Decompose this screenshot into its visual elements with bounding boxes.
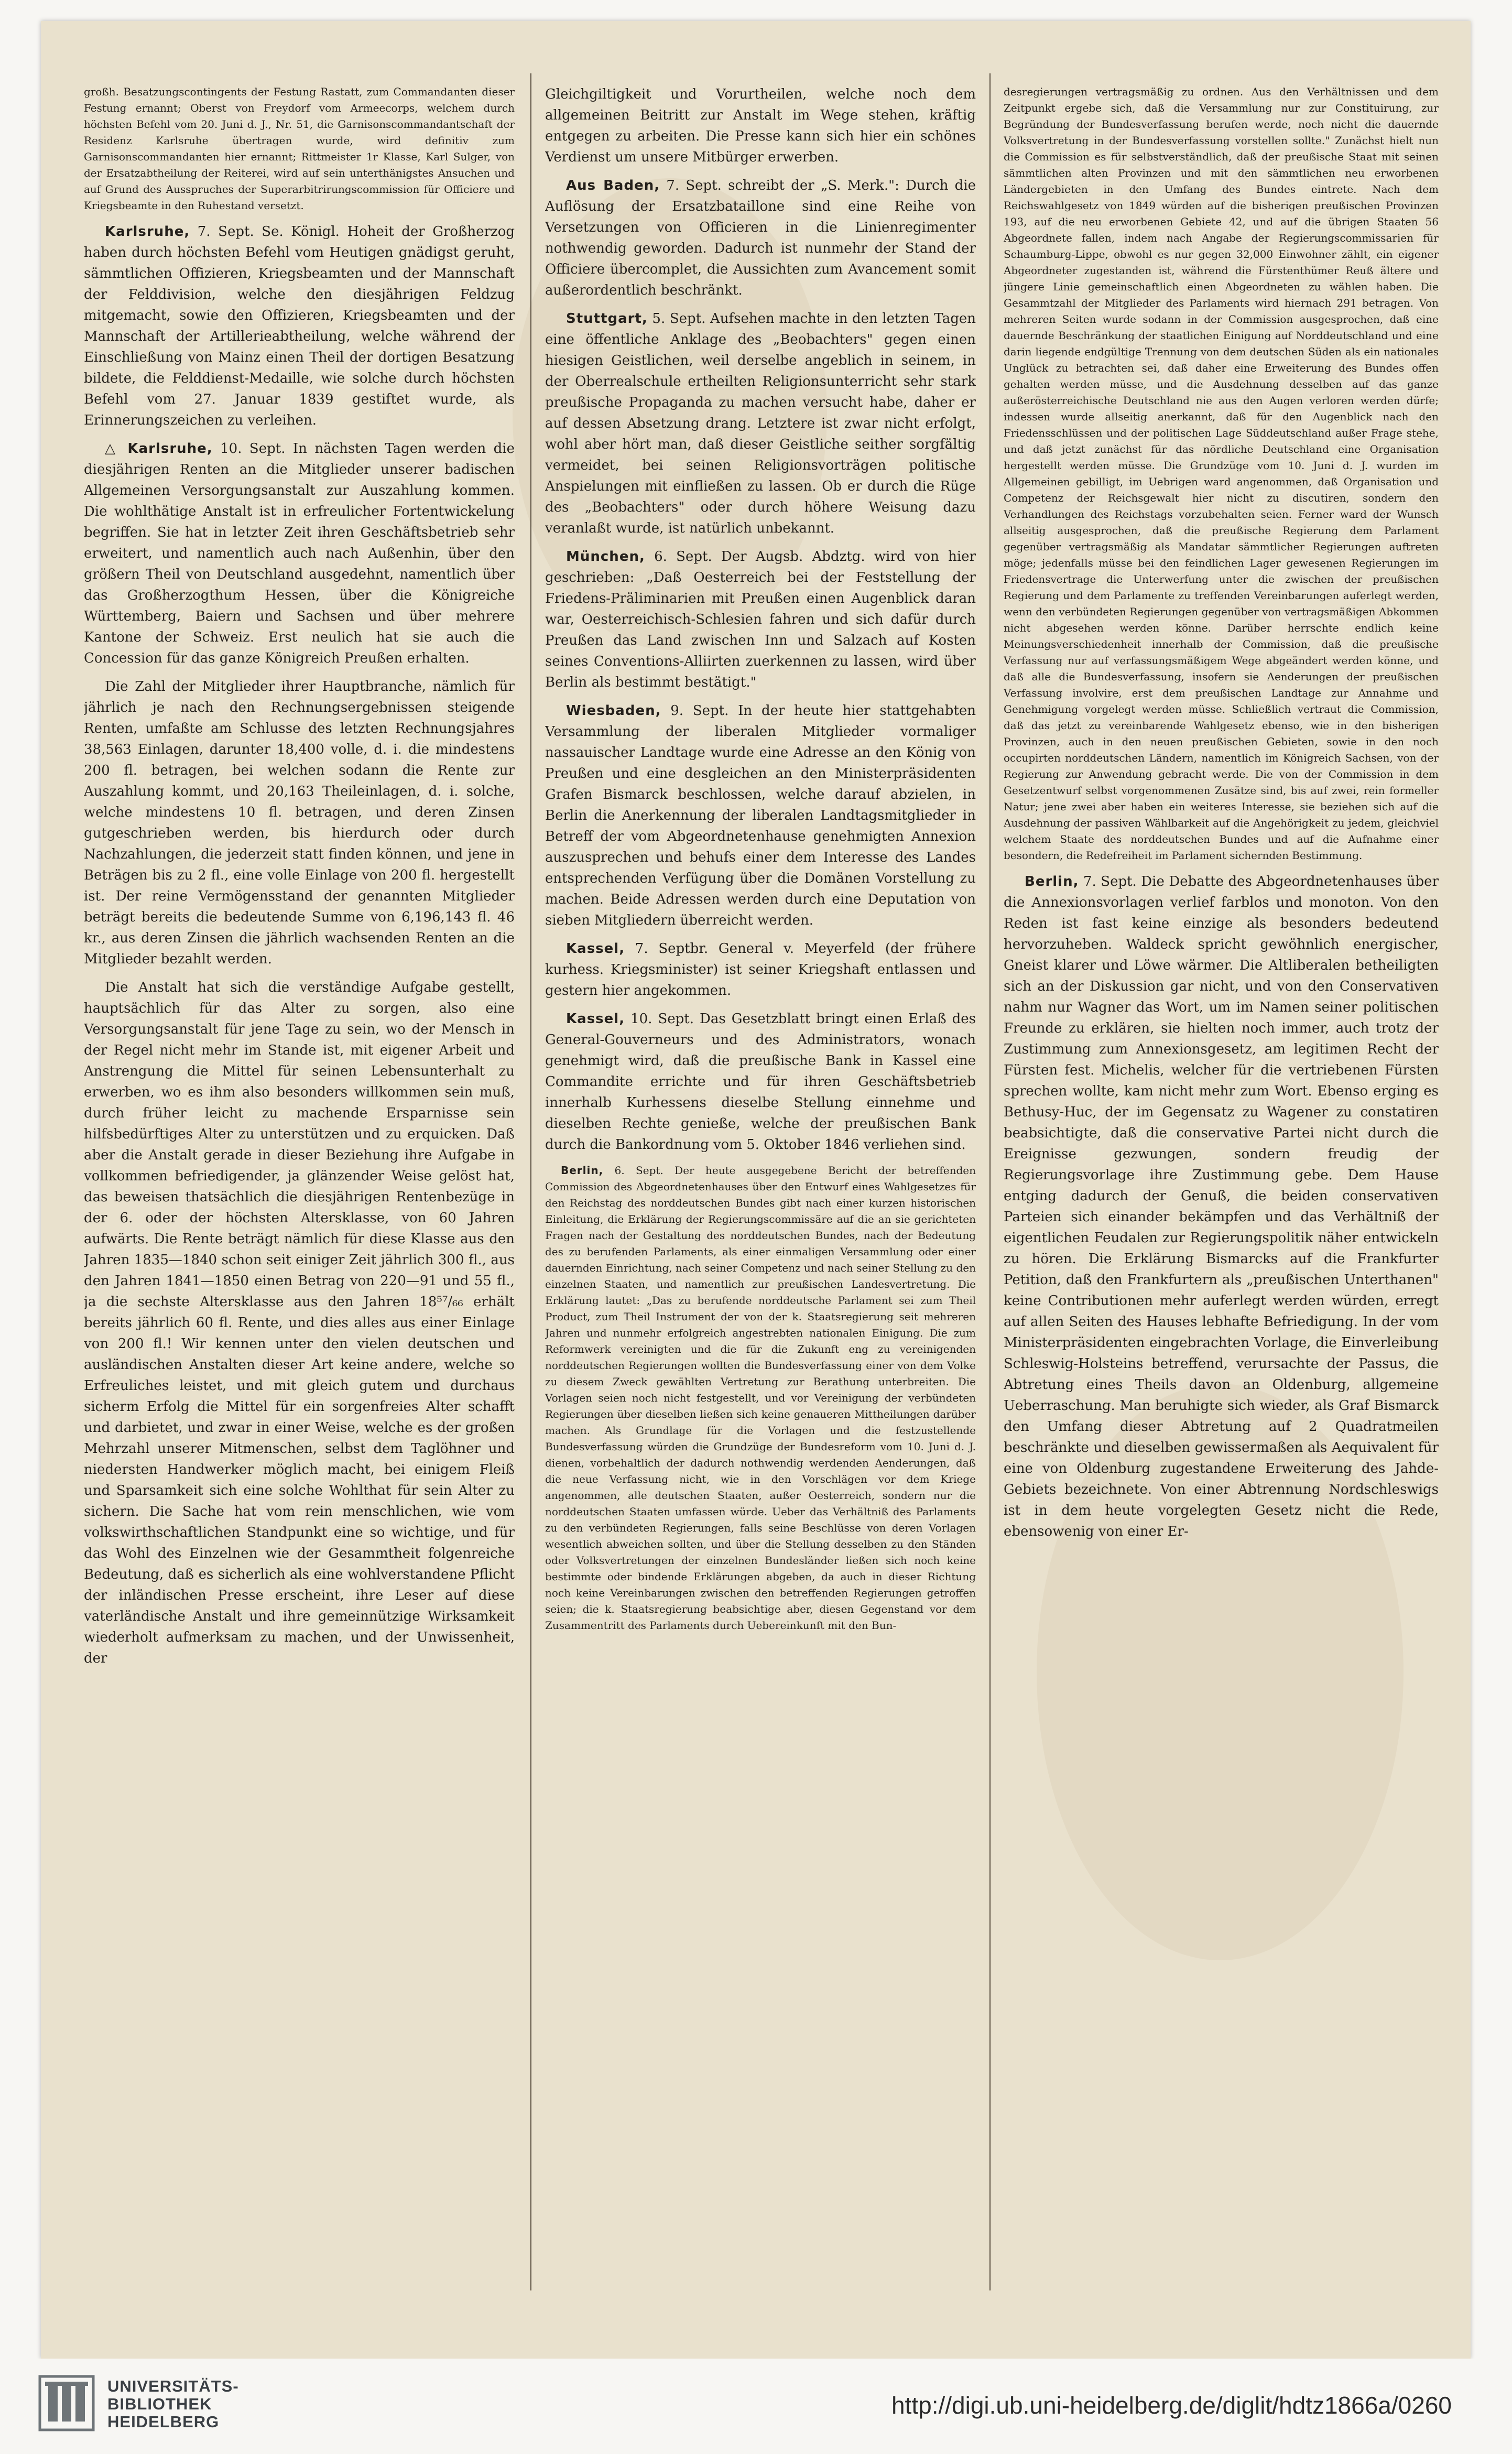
library-name — [107, 2377, 239, 2431]
article-paragraph — [84, 438, 515, 669]
article-text: 6. Sept. Der Augsb. Abdztg. wird von hier geschrieben: „Daß Oesterreich bei der Feststellung der Friedens-Präliminarien mit Preußen einen Augenblick daran war, Oesterreichisch-Schlesien fahren und sich dafür durch Preußen das Land zwischen Inn und Salzach auf Kosten seines Conventions-Alliirten zuerkennen zu lassen, wird über Berlin als bestimmt bestätigt." — [545, 549, 976, 690]
column-1 — [84, 84, 515, 2280]
article-paragraph — [545, 84, 976, 168]
library-name-line-2: BIBLIOTHEK — [107, 2395, 212, 2413]
article-dateline: Kassel, — [566, 1011, 625, 1027]
article-paragraph — [84, 221, 515, 431]
article-text: 6. Sept. Der heute ausgegebene Bericht der betreffenden Commission des Abgeordnetenhauses über den Entwurf eines Wahlgesetzes für den Reichstag des norddeutschen Bundes gibt nach einer kurzen historischen Einleitung, die Erklärung der Regierungscommissäre auf die an sie gerichteten Fragen nach der Gestaltung des norddeutschen Bundes, nach der Bedeutung des zu berufenden Parlaments, als einer einmaligen Versammlung oder einer dauernden Einrichtung, nach seiner Competenz und nach seiner Stellung zu den einzelnen Staaten, und namentlich zur preußischen Landesvertretung. Die Erklärung lautet: „Das zu berufende norddeutsche Parlament sei zum Theil Product, zum Theil Instrument der von der k. Staatsregierung seit mehreren Jahren und nunmehr erfolgreich angestrebten nationalen Einigung. Die zum Reformwerk vereinigten und die für die Zukunft eng zu vereinigenden norddeutschen Regierungen wollten die Bundesverfassung einer von dem Volke zu diesem Zweck gewählten Vertretung zur Berathung unterbreiten. Die Vorlagen seien noch nicht festgestellt, und vor Vereinigung der verbündeten Regierungen über dieselben ließen sich keine genaueren Mittheilungen darüber machen. Als Grundlage für die Vorlagen und die festzustellende Bundesverfassung würden die Grundzüge der Bundesreform vom 10. Juni d. J. dienen, vorbehaltlich der dadurch nothwendig werdenden Aenderungen, daß die neue Verfassung nicht, wie in den Vorschlägen vor dem Kriege angenommen, alle deutschen Staaten, außer Oesterreich, sondern nur die norddeutschen Staaten umfassen würde. Ueber das Verhältniß des Parlaments zu den verbündeten Regierungen, falls seine Beschlüsse von deren Vorlagen wesentlich abweichen sollten, und über die Stellung desselben zu den Ständen oder Volksvertretungen der einzelnen Bundesländer ließen sich noch keine bestimmte oder bindende Erklärungen abgeben, da auch in dieser Richtung noch keine Vereinbarungen zwischen den betreffenden Regierungen getroffen seien; die k. Staatsregierung beabsichtige aber, diesen Gegenstand vor dem Zusammentritt des Parlaments durch Uebereinkunft mit den Bun- — [545, 1164, 976, 1632]
article-text: 9. Sept. In der heute hier stattgehabten Versammlung der liberalen Mitglieder vormaliger nassauischer Landtage wurde eine Adresse an den König von Preußen und eine desgleichen an den Ministerpräsidenten Grafen Bismarck beschlossen, welche darauf abzielen, in Berlin die Anerkennung der liberalen Landtagsmitglieder in Betreff der vom Abgeordnetenhause genehmigten Annexion auszusprechen und behufs einer dem Interesse des Landes entsprechenden Verfügung über die Domänen Vorstellung zu machen. Beide Adressen werden durch eine Deputation von sieben Mitgliedern überreicht werden. — [545, 703, 976, 928]
article-paragraph — [545, 175, 976, 301]
column-divider — [989, 73, 991, 2290]
article-paragraph — [545, 1008, 976, 1155]
article-paragraph — [1004, 871, 1439, 1542]
university-library-logo-icon — [38, 2374, 95, 2432]
article-text: Die Anstalt hat sich die verständige Aufgabe gestellt, hauptsächlich für das Alter zu sorgen, also eine Versorgungsanstalt für jene Tage zu sein, wo der Mensch in der Regel nicht mehr im Stande ist, mit eigener Arbeit und Anstrengung die Mittel für seinen Lebensunterhalt zu erwerben, wo es ihm also besonders willkommen sein muß, durch früher leicht zu machende Ersparnisse sein hilfsbedürftiges Alter zu unterstützen und zu erquicken. Daß aber die Anstalt gerade in dieser Beziehung ihre Aufgabe in vollkommen befriedigender, ja glänzender Weise gelöst hat, das beweisen thatsächlich die diesjährigen Rentenbezüge in der 6. oder der höchsten Altersklasse, von 60 Jahren aufwärts. Die Rente beträgt nämlich für diese Klasse aus den Jahren 1835—1840 schon seit einiger Zeit jährlich 300 fl., aus den Jahren 1841—1850 einen Betrag von 220—91 und 55 fl., ja die sechste Altersklasse aus den Jahren 18⁵⁷/₆₆ erhält bereits jährlich 60 fl. Rente, und dies alles aus einer Einlage von 200 fl.! Wir kennen unter den vielen deutschen und ausländischen Anstalten dieser Art keine andere, welche so Erfreuliches leistet, und mit gleich gutem und durchaus sicherm Erfolg die Mittel für ein sorgenfreies Alter schafft und darbietet, und zwar in einer Weise, welche es der großen Mehrzahl unserer Mitmenschen, selbst dem Taglöhner und niedersten Handwerker möglich macht, bei einigem Fleiß und Sparsamkeit sich eine solche Wohlthat für sein Alter zu sichern. Die Sache hat vom rein menschlichen, wie vom volkswirthschaftlichen Standpunkt eine so wichtige, und für das Wohl des Einzelnen wie der Gesammtheit folgenreiche Bedeutung, daß es sicherlich als eine wohlverstandene Pflicht der inländischen Presse erscheint, ihre Leser auf diese vaterländische Anstalt und ihre gemeinnützige Wirksamkeit wiederholt aufmerksam zu machen, und der Unwissenheit, der — [84, 980, 515, 1666]
article-text: großh. Besatzungscontingents der Festung Rastatt, zum Commandanten dieser Festung ernannt; Oberst von Freydorf vom Armeecorps, welchem durch höchsten Befehl vom 20. Juni d. J., Nr. 51, die Garnisonscommandantschaft der Residenz Karlsruhe übertragen wurde, wird definitiv zum Garnisonscommandanten hier ernannt; Rittmeister 1r Klasse, Karl Sulger, von der Ersatzabtheilung der Reiterei, wird auf sein unterthänigstes Ansuchen und auf Grund des Ausspruches der Superarbitrirungscommission für Officiere und Kriegsbeamte in den Ruhestand versetzt. — [84, 85, 515, 212]
article-text: 7. Sept. schreibt der „S. Merk.": Durch die Auflösung der Ersatzbataillone sind eine Reihe von Versetzungen von Officieren in die Linienregimenter nothwendig geworden. Dadurch ist nunmehr der Stand der Officiere übercomplet, die Aussichten zum Avancement somit außerordentlich beschränkt. — [545, 178, 976, 298]
article-text: Die Zahl der Mitglieder ihrer Hauptbranche, nämlich für jährlich je nach den Rechnungsergebnissen steigende Renten, umfaßte am Schlusse des letzten Rechnungsjahres 38,563 Einlagen, darunter 18,400 volle, d. i. die mindestens 200 fl. betragen, bei welchen sodann die Rente zur Auszahlung kommt, und 20,163 Theileinlagen, d. i. solche, welche mindestens 10 fl. betragen, und deren Zinsen gutgeschrieben werden, bis hierdurch oder durch Nachzahlungen, die jederzeit statt finden können, und jene in Beträgen bis zu 2 fl., eine volle Einlage von 200 fl. hergestellt ist. Der reine Vermögensstand der genannten Mitglieder beträgt bereits die bedeutende Summe von 6,196,143 fl. 46 kr., aus deren Zinsen die jährlich wachsenden Renten an die Mitglieder bezahlt werden. — [84, 679, 515, 967]
library-name-line-1: UNIVERSITÄTS- — [107, 2377, 239, 2395]
library-name-line-3: HEIDELBERG — [107, 2413, 220, 2431]
article-dateline: Karlsruhe, — [105, 224, 190, 240]
article-paragraph — [545, 700, 976, 931]
article-paragraph — [84, 84, 515, 214]
column-2 — [545, 84, 976, 2280]
article-text: 10. Sept. In nächsten Tagen werden die diesjährigen Renten an die Mitglieder unserer badischen Allgemeinen Versorgungsanstalt zur Auszahlung kommen. Die wohlthätige Anstalt ist in erfreulicher Fortentwickelung begriffen. Sie hat in letzter Zeit ihren Geschäftsbetrieb sehr erweitert, und namentlich auch nach Außenhin, über den größern Theil von Deutschland ausgedehnt, namentlich über das Großherzogthum Hessen, über die Königreiche Württemberg, Baiern und Sachsen und über mehrere Kantone der Schweiz. Erst neulich hat sie auch die Concession für das ganze Königreich Preußen erhalten. — [84, 441, 515, 666]
article-dateline: München, — [566, 549, 645, 564]
column-divider — [530, 73, 531, 2290]
article-dateline: Berlin, — [1025, 874, 1079, 889]
article-text: 7. Sept. Se. Königl. Hoheit der Großherzog haben durch höchsten Befehl vom Heutigen gnädigst geruht, sämmtlichen Offizieren, Kriegsbeamten und der Mannschaft der Felddivision, welche den diesjährigen Feldzug mitgemacht, sowie den Offizieren, Kriegsbeamten und der Mannschaft der Artillerieabtheilung, welche während der Einschließung von Mainz einen Theil der dortigen Besatzung bildete, die Felddienst-Medaille, wie solche durch höchsten Befehl vom 27. Januar 1839 gestiftet wurde, als Erinnerungszeichen zu verleihen. — [84, 224, 515, 428]
article-paragraph — [84, 676, 515, 970]
article-text: 5. Sept. Aufsehen machte in den letzten Tagen eine öffentliche Anklage des „Beobachters" gegen einen hiesigen Geistlichen, weil derselbe angeblich in seinem, in der Oberrealschule ertheilten Religionsunterricht sehr stark preußische Propaganda zu machen versucht habe, daher er auf dessen Absetzung drang. Letztere ist zwar nicht erfolgt, wohl aber hört man, daß dieser Geistliche seither sorgfältig vermeidet, bei seinen Religionsvorträgen politische Anspielungen mit einfließen zu lassen. Ob er durch die Rüge des „Beobachters" oder durch höhere Weisung dazu veranlaßt wurde, ist natürlich unbekannt. — [545, 311, 976, 536]
article-paragraph — [545, 308, 976, 539]
article-dateline: Wiesbaden, — [566, 703, 661, 719]
footer — [0, 2359, 1512, 2454]
article-paragraph — [1004, 84, 1439, 864]
article-dateline: Aus Baden, — [566, 178, 660, 193]
article-paragraph — [545, 938, 976, 1001]
source-url-link[interactable]: http://digi.ub.uni-heidelberg.de/diglit/hdtz1866a/0260 — [891, 2392, 1452, 2419]
column-3 — [1004, 84, 1439, 2280]
article-dateline: Kassel, — [566, 941, 625, 957]
article-text: desregierungen vertragsmäßig zu ordnen. Aus den Verhältnissen und dem Zeitpunkt ergebe sich, daß die Versammlung nur zur Constituirung, zur Begründung der Bundesverfassung berufen werde, noch nicht die dauernde Volksvertretung in der Bundesverfassung vorstellen sollte." Zunächst hielt nun die Commission es für selbstverständlich, daß der preußische Staat mit seinen sämmtlichen alten Provinzen und mit den sämmtlichen neu erworbenen Ländergebieten in den Umfang des Bundes eintrete. Nach dem Reichswahlgesetz von 1849 würden auf die bisherigen preußischen Provinzen 193, auf die neu erworbenen Gebiete 42, und auf die übrigen Staaten 56 Abgeordnete fallen, indem nach Angabe der Regierungscommissarien für Schaumburg-Lippe, obwohl es nur gegen 32,000 Einwohner zählt, ein eigener Abgeordneter zugestanden ist, während die Fürstenthümer Reuß ältere und jüngere Linie gemeinschaftlich einen Abgeordneten zu wählen haben. Die Gesammtzahl der Mitglieder des Parlaments wird hiernach 291 betragen. Von mehreren Seiten wurde sodann in der Commission ausgesprochen, daß eine dauernde Beschränkung der staatlichen Einigung auf Norddeutschland und eine darin liegende endgültige Trennung von dem deutschen Süden als ein nationales Unglück zu betrachten sei, daß daher eine Erweiterung des Bundes offen gehalten werden müsse, und die Ausdehnung desselben auf das ganze außerösterreichische Deutschland nie aus den Augen verloren werden dürfe; indessen wurde allseitig anerkannt, daß für den Augenblick nach den Friedensschlüssen und der politischen Lage Süddeutschland außer Frage stehe, und daß jetzt zunächst für das nördliche Deutschland eine Organisation hergestellt werden müsse. Die Grundzüge vom 10. Juni d. J. wurden im Allgemeinen gebilligt, im Uebrigen ward angenommen, daß Organisation und Competenz der Reichsgewalt hier nicht zu discutiren, sondern den Verhandlungen des Reichstags vorzubehalten seien. Ferner ward der Wunsch allseitig ausgesprochen, daß die preußische Regierung dem Parlament gegenüber vertragsmäßig als Mandatar sämmtlicher Regierungen auftreten möge; jedenfalls müsse bei den feindlichen Lager gewesenen Regierungen im Friedensvertrage die Unterwerfung unter die zwischen der preußischen Regierung und dem Parlamente zu treffenden Vereinbarungen auferlegt werden, wenn den verbündeten Regierungen gegenüber von vertragsmäßigen Abkommen nicht abgesehen werden könne. Darüber herrschte endlich keine Meinungsverschiedenheit innerhalb der Commission, daß die preußische Verfassung nur auf verfassungsmäßigem Wege abgeändert werden könne, und daß alle die Bundesverfassung, insofern sie Aenderungen der preußischen Verfassung involvire, erst dem preußischen Landtage zur Annahme und Genehmigung vorgelegt werden müsse. Schließlich vertraut die Commission, daß das jetzt zu vereinbarende Wahlgesetz ebenso, wie in den bisherigen Provinzen, auch in den neuen preußischen Gebieten, sowie in den noch occupirten norddeutschen Ländern, namentlich im Königreich Sachsen, von der Regierung zur Anwendung gebracht werde. Die von der Commission in dem Gesetzentwurf selbst vorgenommenen Zusätze sind, bis auf zwei, rein formeller Natur; jene zwei aber haben ein weiteres Interesse, sie beziehen sich auf die Ausdehnung der passiven Wählbarkeit auf die Angehörigkeit zu jedem, gleichviel welchem Staate des norddeutschen Bundes und auf die Aufnahme einer besondern, die Redefreiheit im Parlament sichernden Bestimmung. — [1004, 85, 1439, 862]
article-dateline: △ Karlsruhe, — [105, 441, 213, 457]
article-paragraph — [84, 977, 515, 1669]
article-text: 7. Septbr. General v. Meyerfeld (der frühere kurhess. Kriegsminister) ist seiner Kriegshaft entlassen und gestern hier angekommen. — [545, 941, 976, 998]
article-dateline: Stuttgart, — [566, 311, 648, 327]
article-text: 10. Sept. Das Gesetzblatt bringt einen Erlaß des General-Gouverneurs und des Administrators, wonach genehmigt wird, daß die preußische Bank in Kassel eine Commandite errichte und für ihren Geschäftsbetrieb innerhalb Kurhessens dieselbe Stellung einnehme und dieselben Rechte genieße, welche der preußischen Bank durch die Bankordnung vom 5. Oktober 1846 verliehen sind. — [545, 1011, 976, 1153]
article-text: 7. Sept. Die Debatte des Abgeordnetenhauses über die Annexionsvorlagen verlief farblos und monoton. Von den Reden ist fast keine einzige als besonders bedeutend hervorzuheben. Waldeck spricht gewöhnlich energischer, Gneist klarer und Löwe wärmer. Die Altliberalen betheiligten sich an der Diskussion gar nicht, und von den Conservativen nahm nur Wagner das Wort, um im Namen seiner politischen Freunde zu erklären, sie hielten noch immer, auch trotz der Zustimmung zum Annexionsgesetz, am legitimen Recht der Fürsten fest. Michelis, welcher für die vertriebenen Fürsten sprechen wollte, kam nicht mehr zum Wort. Ebenso erging es Bethusy-Huc, der im Gegensatz zu Wagener zu constatiren beabsichtigte, daß die conservative Partei nicht durch die Ereignisse gezwungen, sondern freudig der Regierungsvorlage ihre Zustimmung gebe. Dem Hause entging dadurch der Genuß, die beiden conservativen Parteien sich einander bekämpfen und das Verhältniß der eigentlichen Feudalen zur Regierungspolitik näher entwickeln zu hören. Die Erklärung Bismarcks auf die Frankfurter Petition, daß den Frankfurtern als „preußischen Unterthanen" keine Contributionen mehr auferlegt werden würden, erregt auf allen Seiten des Hauses lebhafte Befriedigung. In der vom Ministerpräsidenten eingebrachten Vorlage, die Einverleibung Schleswig-Holsteins betreffend, verursachte der Passus, die Abtretung eines Theils davon an Oldenburg, allgemeine Ueberraschung. Man beruhigte sich wieder, als Graf Bismarck den Umfang dieser Abtretung auf 2 Quadratmeilen beschränkte und dieselben gewissermaßen als Aequivalent für eine von Oldenburg zugestandene Erweiterung des Jahde-Gebiets bezeichnete. Von einer Abtrennung Nordschleswigs ist in dem heute vorgelegten Gesetz nicht die Rede, ebensowenig von einer Er- — [1004, 874, 1439, 1539]
article-dateline: Berlin, — [561, 1164, 604, 1177]
article-paragraph — [545, 1163, 976, 1634]
article-paragraph — [545, 546, 976, 693]
article-text: Gleichgiltigkeit und Vorurtheilen, welche noch dem allgemeinen Beitritt zur Anstalt im Wege stehen, kräftig entgegen zu arbeiten. Die Presse kann sich hier ein schönes Verdienst um unsere Mitbürger erwerben. — [545, 86, 976, 165]
